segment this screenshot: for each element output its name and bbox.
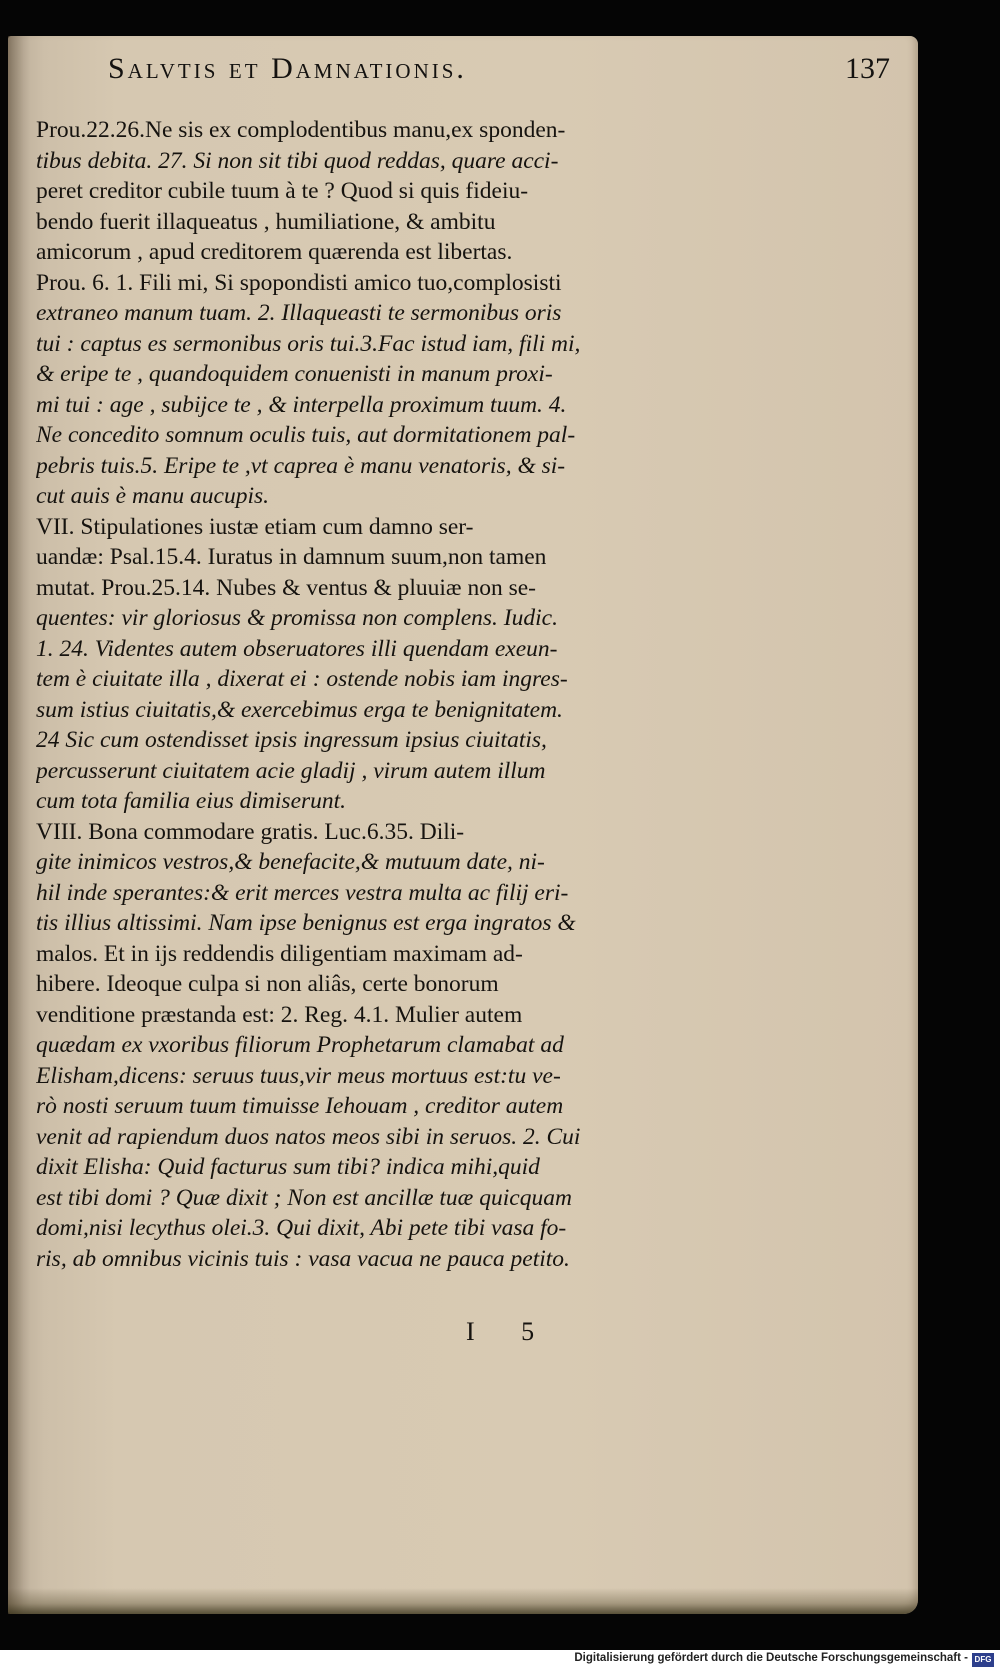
text-line: tibus debita. 27. Si non sit tibi quod reddas, quare acci-	[36, 147, 559, 174]
text-line: ris, ab omnibus vicinis tuis : vasa vacua ne pauca petito.	[36, 1245, 570, 1272]
text-line: quædam ex vxoribus filiorum Prophetarum clamabat ad	[36, 1032, 564, 1058]
text-line: amicorum , apud creditorem quærenda est libertas.	[36, 239, 513, 265]
text-line: rò nosti seruum tuum timuisse Iehouam , creditor autem	[36, 1093, 564, 1119]
text-line: mutat. Prou.25.14. Nubes & ventus & pluuiæ non se-	[36, 574, 537, 601]
text-line: 1. 24. Videntes autem obseruatores illi quendam exeun-	[36, 635, 558, 662]
text-line: tis illius altissimi. Nam ipse benignus est erga ingratos &	[36, 910, 576, 936]
text-line: dixit Elisha: Quid facturus sum tibi? indica mihi,quid	[36, 1154, 540, 1180]
running-head	[30, 52, 890, 96]
page-edge-shadow	[8, 1588, 918, 1614]
text-line: Ne concedito somnum oculis tuis, aut dormitationem pal-	[36, 422, 576, 448]
funding-credit: Digitalisierung gefördert durch die Deutsche Forschungsgemeinschaft -	[574, 1652, 968, 1664]
dfg-logo-icon[interactable]: DFG	[972, 1653, 994, 1667]
text-line: gite inimicos vestros,& benefacite,& mutuum date, ni-	[36, 849, 545, 875]
text-line: Elisham,dicens: seruus tuus,vir meus mortuus est:tu ve-	[36, 1062, 561, 1089]
text-line: Prou. 6. 1. Fili mi, Si spopondisti amico tuo,complosisti	[36, 269, 562, 296]
text-line: hibere. Ideoque culpa si non aliâs, certe bonorum	[36, 971, 499, 997]
text-line: peret creditor cubile tuum à te ? Quod si quis fideiu-	[36, 178, 529, 204]
text-line: cut auis è manu aucupis.	[36, 483, 270, 509]
page-number: 137	[845, 52, 890, 85]
text-line: percusserunt ciuitatem acie gladij , virum autem illum	[36, 757, 546, 784]
text-line: malos. Et in ijs reddendis diligentiam maximam ad-	[36, 940, 523, 967]
running-title: Salvtis et Damnationis.	[108, 52, 467, 85]
text-line: domi,nisi lecythus olei.3. Qui dixit, Abi pete tibi vasa fo-	[36, 1215, 567, 1241]
text-line: sum istius ciuitatis,& exercebimus erga te benignitatem.	[36, 696, 563, 723]
body-text	[36, 115, 686, 1274]
text-line: extraneo manum tuam. 2. Illaqueasti te sermonibus oris	[36, 300, 562, 326]
text-line: uandæ: Psal.15.4. Iuratus in damnum suum,non tamen	[36, 544, 547, 570]
text-line: quentes: vir gloriosus & promissa non complens. Iudic.	[36, 605, 558, 631]
text-line: bendo fuerit illaqueatus , humiliatione, & ambitu	[36, 208, 496, 235]
text-line: hil inde sperantes:& erit merces vestra multa ac filij eri-	[36, 879, 569, 906]
page-gutter	[8, 36, 30, 1614]
text-line: VIII. Bona commodare gratis. Luc.6.35. Dili-	[36, 818, 465, 845]
text-line: VII. Stipulationes iustæ etiam cum damno ser-	[36, 513, 474, 540]
text-line: Prou.22.26.Ne sis ex complodentibus manu,ex sponden-	[36, 117, 566, 143]
text-line: est tibi domi ? Quæ dixit ; Non est ancillæ tuæ quicquam	[36, 1184, 572, 1211]
text-line: tui : captus es sermonibus oris tui.3.Fac istud iam, fili mi,	[36, 330, 581, 357]
text-line: pebris tuis.5. Eripe te ,vt caprea è manu venatoris, & si-	[36, 452, 566, 479]
digitization-footer	[0, 1650, 1000, 1671]
text-line: mi tui : age , subijce te , & interpella proximum tuum. 4.	[36, 391, 567, 418]
text-line: 24 Sic cum ostendisset ipsis ingressum ipsius ciuitatis,	[36, 727, 547, 753]
text-line: & eripe te , quandoquidem conuenisti in manum proxi-	[36, 361, 553, 387]
signature-mark: I 5	[466, 1317, 555, 1346]
text-line: venit ad rapiendum duos natos meos sibi in seruos. 2. Cui	[36, 1123, 581, 1150]
text-line: tem è ciuitate illa , dixerat ei : ostende nobis iam ingres-	[36, 666, 568, 692]
text-line: cum tota familia eius dimiserunt.	[36, 788, 347, 814]
text-line: venditione præstanda est: 2. Reg. 4.1. Mulier autem	[36, 1001, 523, 1028]
